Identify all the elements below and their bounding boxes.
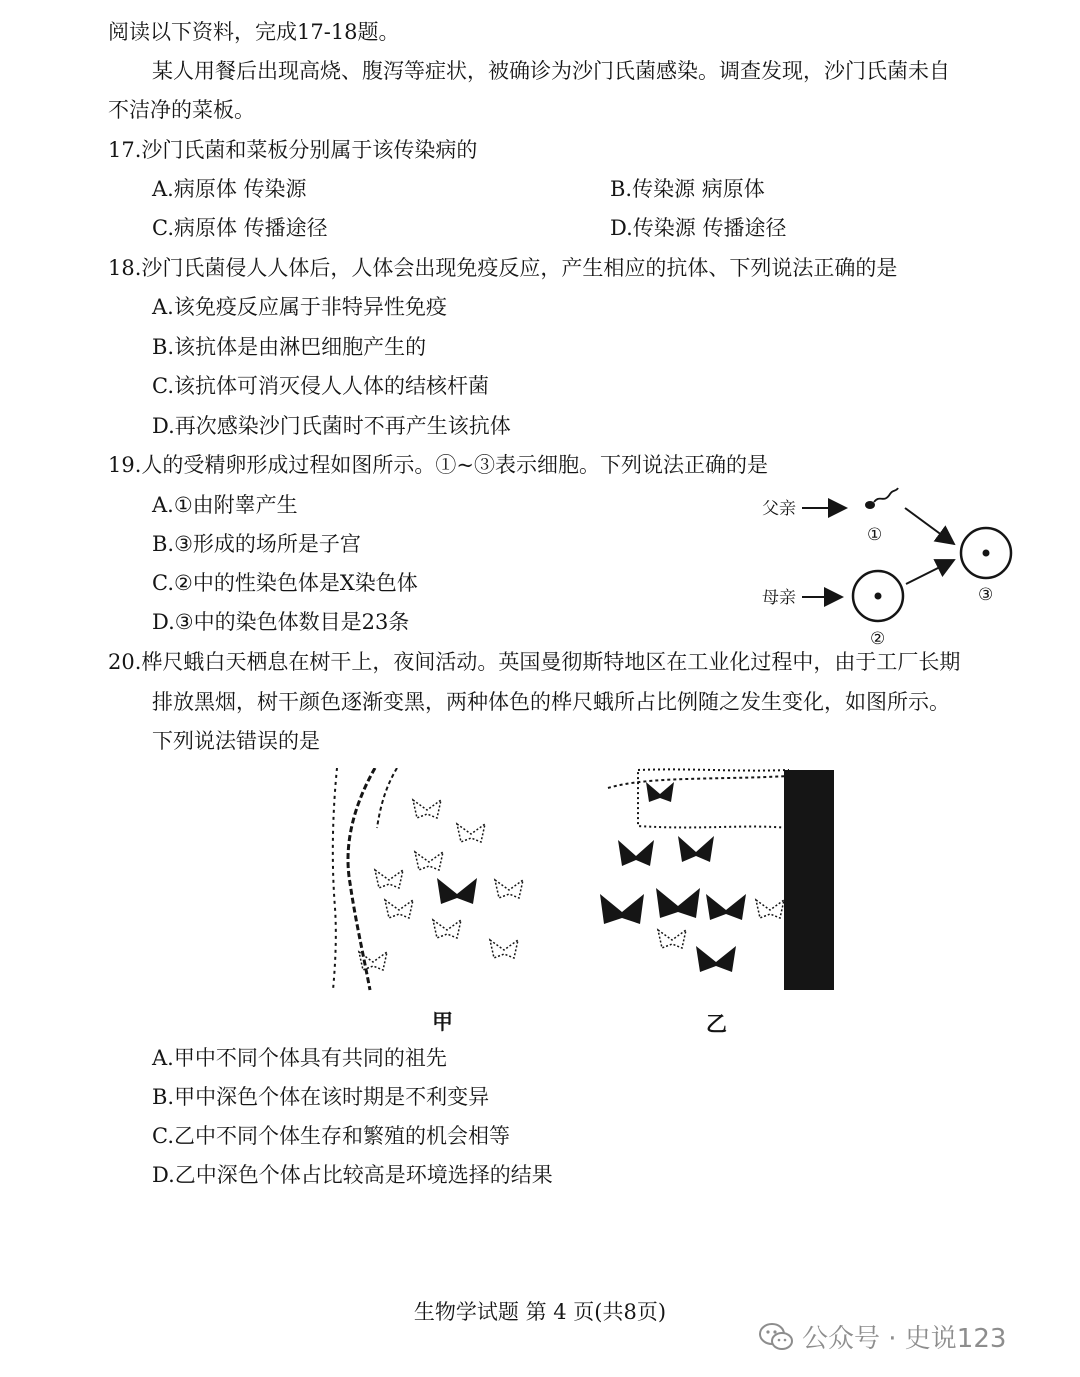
dark-moth-icon (656, 888, 700, 918)
dark-moth-icon (646, 782, 674, 802)
q20-stem-line-2: 排放黑烟，树干颜色逐渐变黑，两种体色的桦尺蛾所占比例随之发生变化，如图所示。 (152, 690, 950, 714)
figure-label-jia: 甲 (432, 1009, 453, 1034)
cell-2-label: ② (870, 629, 886, 649)
q19-option-a: A.①由附睾产生 (152, 493, 298, 517)
passage-line-1: 某人用餐后出现高烧、腹泻等症状，被确诊为沙门氏菌感染。调查发现，沙门氏菌未自 (152, 59, 950, 83)
dark-moth-icon (706, 894, 746, 920)
q18-stem: 18.沙门氏菌侵人人体后，人体会出现免疫反应，产生相应的抗体、下列说法正确的是 (108, 256, 898, 280)
sperm-cell-icon (865, 488, 898, 509)
light-moth-icon (490, 940, 518, 958)
light-moth-icon (756, 900, 784, 918)
q19-stem: 19.人的受精卵形成过程如图所示。①~③表示细胞。下列说法正确的是 (108, 453, 768, 477)
q19-option-d: D.③中的染色体数目是23条 (152, 610, 410, 634)
dark-tree-trunk (784, 770, 834, 990)
dark-moth-icon (678, 836, 714, 862)
watermark (758, 1318, 1006, 1355)
wechat-icon (758, 1322, 794, 1352)
light-moth-icon (413, 800, 441, 818)
q17-stem: 17.沙门氏菌和菜板分别属于该传染病的 (108, 138, 478, 162)
dark-moth-icon (696, 946, 736, 972)
dark-moth-icon (618, 840, 654, 866)
q20-option-c: C.乙中不同个体生存和繁殖的机会相等 (152, 1124, 510, 1148)
q17-option-c: C.病原体 传播途径 (152, 216, 328, 240)
light-moth-icon (457, 824, 485, 842)
q18-option-d: D.再次感染沙门氏菌时不再产生该抗体 (152, 414, 511, 438)
light-moth-icon (375, 870, 403, 888)
egg-cell-icon (853, 571, 903, 621)
q17-option-a: A.病原体 传染源 (152, 177, 307, 201)
q20-stem-line-1: 20.桦尺蛾白天栖息在树干上，夜间活动。英国曼彻斯特地区在工业化过程中，由于工厂长期 (108, 650, 961, 674)
egg-to-zygote-arrow (906, 560, 954, 584)
light-moth-icon (415, 852, 443, 870)
cell-3-label: ③ (978, 585, 994, 605)
light-moth-icon (495, 880, 523, 898)
page-footer: 生物学试题 第 4 页(共8页) (413, 1300, 667, 1324)
q20-option-b: B.甲中深色个体在该时期是不利变异 (152, 1085, 490, 1109)
father-label: 父亲 (762, 499, 796, 519)
q19-option-b: B.③形成的场所是子宫 (152, 532, 361, 556)
q20-option-d: D.乙中深色个体占比较高是环境选择的结果 (152, 1163, 553, 1187)
q20-option-a: A.甲中不同个体具有共同的祖先 (152, 1046, 447, 1070)
mother-label: 母亲 (762, 588, 796, 608)
light-moth-icon (433, 920, 461, 938)
q18-option-c: C.该抗体可消灭侵人人体的结核杆菌 (152, 374, 489, 398)
light-moth-icon (658, 930, 686, 948)
intro-line: 阅读以下资料，完成17-18题。 (108, 20, 400, 44)
fertilization-diagram (750, 480, 1030, 650)
watermark-text: 公众号 · 史说123 (802, 1324, 1007, 1354)
sperm-to-zygote-arrow (905, 508, 954, 544)
moth-figure-yi (598, 768, 838, 993)
dark-moth-icon (600, 894, 644, 924)
cell-1-label: ① (867, 525, 883, 545)
q18-option-a: A.该免疫反应属于非特异性免疫 (152, 295, 447, 319)
figure-label-yi: 乙 (706, 1011, 727, 1036)
q17-option-d: D.传染源 传播途径 (610, 216, 787, 240)
light-moth-icon (385, 900, 413, 918)
zygote-cell-icon (961, 528, 1011, 578)
q20-stem-line-3: 下列说法错误的是 (152, 729, 320, 753)
dark-moth-icon (437, 878, 477, 904)
q17-option-b: B.传染源 病原体 (610, 177, 765, 201)
q18-option-b: B.该抗体是由淋巴细胞产生的 (152, 335, 427, 359)
passage-line-2: 不洁净的菜板。 (108, 98, 255, 122)
moth-figure-jia (325, 768, 535, 993)
q19-option-c: C.②中的性染色体是X染色体 (152, 571, 418, 595)
